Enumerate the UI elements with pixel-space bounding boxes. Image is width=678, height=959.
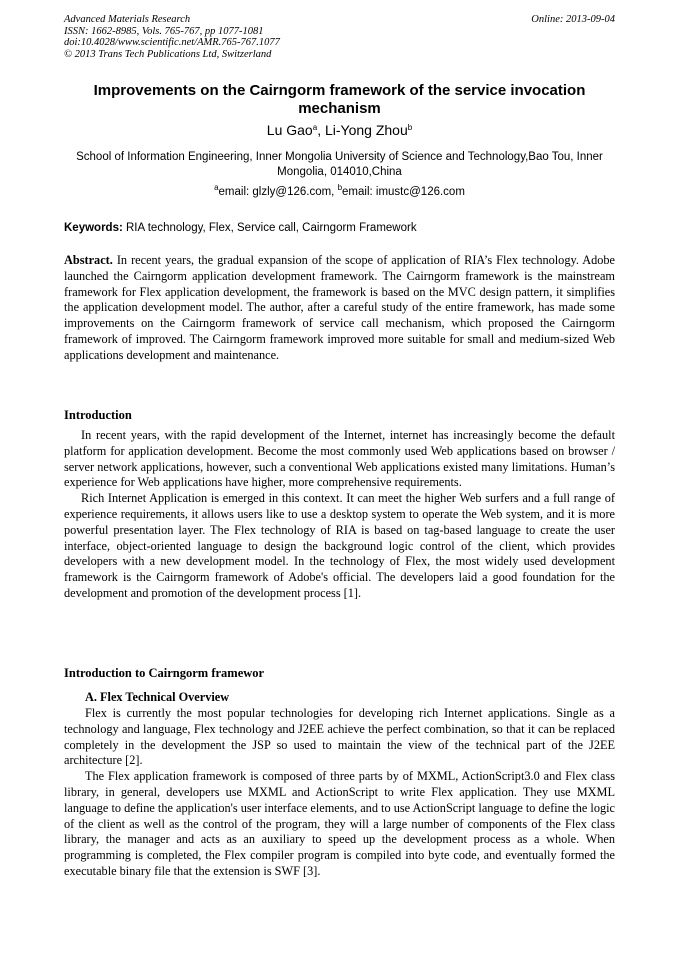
paragraph: In recent years, with the rapid development of the Internet, internet has increasingly become the default platform for application development. Become the most commonly used Web applications based on browser / server network applications, however, such a conventional Web applications existed many limitations. Human’s experience for Web applications have higher, more comprehensive requirements. — [64, 428, 615, 490]
author-2: Li-Yong Zhou — [324, 122, 408, 138]
journal-header — [64, 14, 615, 60]
issn-line: ISSN: 1662-8985, Vols. 765-767, pp 1077-1081 — [64, 25, 264, 37]
author-separator: , — [317, 122, 325, 138]
subsection-heading-flex: A. Flex Technical Overview — [85, 690, 230, 704]
journal-name: Advanced Materials Research — [64, 14, 191, 25]
abstract — [64, 253, 615, 364]
paragraph: Rich Internet Application is emerged in this context. It can meet the higher Web surfers and a full range of experience requirements, it allows users like to use a desktop system to operate the Web system, and it is more powerful presentation layer. The Flex technology of RIA is based on tag-based language to create the user interface, object-oriented language to design the background logic control of the client, which provides developers with a new development model. In the technology of Flex, the most widely used development framework is the Cairngorm framework of Adobe's official. The developers laid a good foundation for the development and promotion of the development process [1]. — [64, 491, 615, 600]
author-2-sup: b — [407, 123, 413, 132]
paper-title: Improvements on the Cairngorm framework of the service invocation mechanism — [93, 82, 586, 117]
author-1: Lu Gao — [266, 122, 313, 138]
email-b: email: imustc@126.com — [342, 186, 465, 198]
author-1-sup: a — [312, 123, 318, 132]
online-date: Online: 2013-09-04 — [531, 14, 615, 25]
doi-line: doi:10.4028/www.scientific.net/AMR.765-767.1077 — [64, 37, 280, 48]
keywords-text: RIA technology, Flex, Service call, Cairngorm Framework — [122, 222, 417, 234]
affiliation: School of Information Engineering, Inner Mongolia University of Science and Technology,Bao Tou, Inner Mongolia, 014010,China — [76, 151, 603, 178]
keywords — [64, 221, 615, 235]
paragraph: Flex is currently the most popular technologies for developing rich Internet applications. Single as a technology and language, Flex technology and J2EE achieve the perfect combination, so that it can be replaced completely in the development the JSP so used to maintain the view of the technical part of the J2EE architecture [2]. — [64, 706, 615, 768]
email-b-sup: b — [337, 183, 343, 192]
abstract-text: In recent years, the gradual expansion of the scope of application of RIA’s Flex technology. Adobe launched the Cairngorm application development framework. The Cairngorm framework is the mainstream framework for Flex application development, the framework is based on the MVC design pattern, it simplifies the application development model. The author, after a careful study of the entire framework, has made some improvements on the Cairngorm framework of service call mechanism, which proposed the Cairngorm framework of improved. The Cairngorm framework improved more suitable for small and medium-sized Web applications development and maintenance. — [64, 253, 615, 362]
email-a: email: glzly@126.com, — [218, 186, 338, 198]
paragraph: The Flex application framework is composed of three parts by of MXML, ActionScript3.0 and Flex class library, in general, developers use MXML and ActionScript to write Flex application. They use MXML language to define the application's user interface elements, and to use ActionScript language to define the logic of the client as well as the control of the program, they will a large number of components of the Flex class library, the manager and acts as an auxiliary to speed up the development process as a whole. When programming is completed, the Flex compiler program is compiled into byte code, and eventually formed the executable binary file that the extension is SWF [3]. — [64, 769, 615, 878]
section-heading-cairngorm: Introduction to Cairngorm framewor — [64, 666, 265, 680]
introduction-body — [64, 428, 615, 602]
copyright-line: © 2013 Trans Tech Publications Ltd, Switzerland — [64, 48, 272, 60]
flex-overview-body — [64, 706, 615, 880]
section-heading-introduction: Introduction — [64, 408, 132, 422]
email-a-sup: a — [214, 183, 219, 192]
abstract-label: Abstract. — [64, 253, 113, 267]
author-line — [64, 122, 615, 138]
keywords-label: Keywords: — [64, 222, 123, 234]
email-line — [64, 185, 615, 200]
